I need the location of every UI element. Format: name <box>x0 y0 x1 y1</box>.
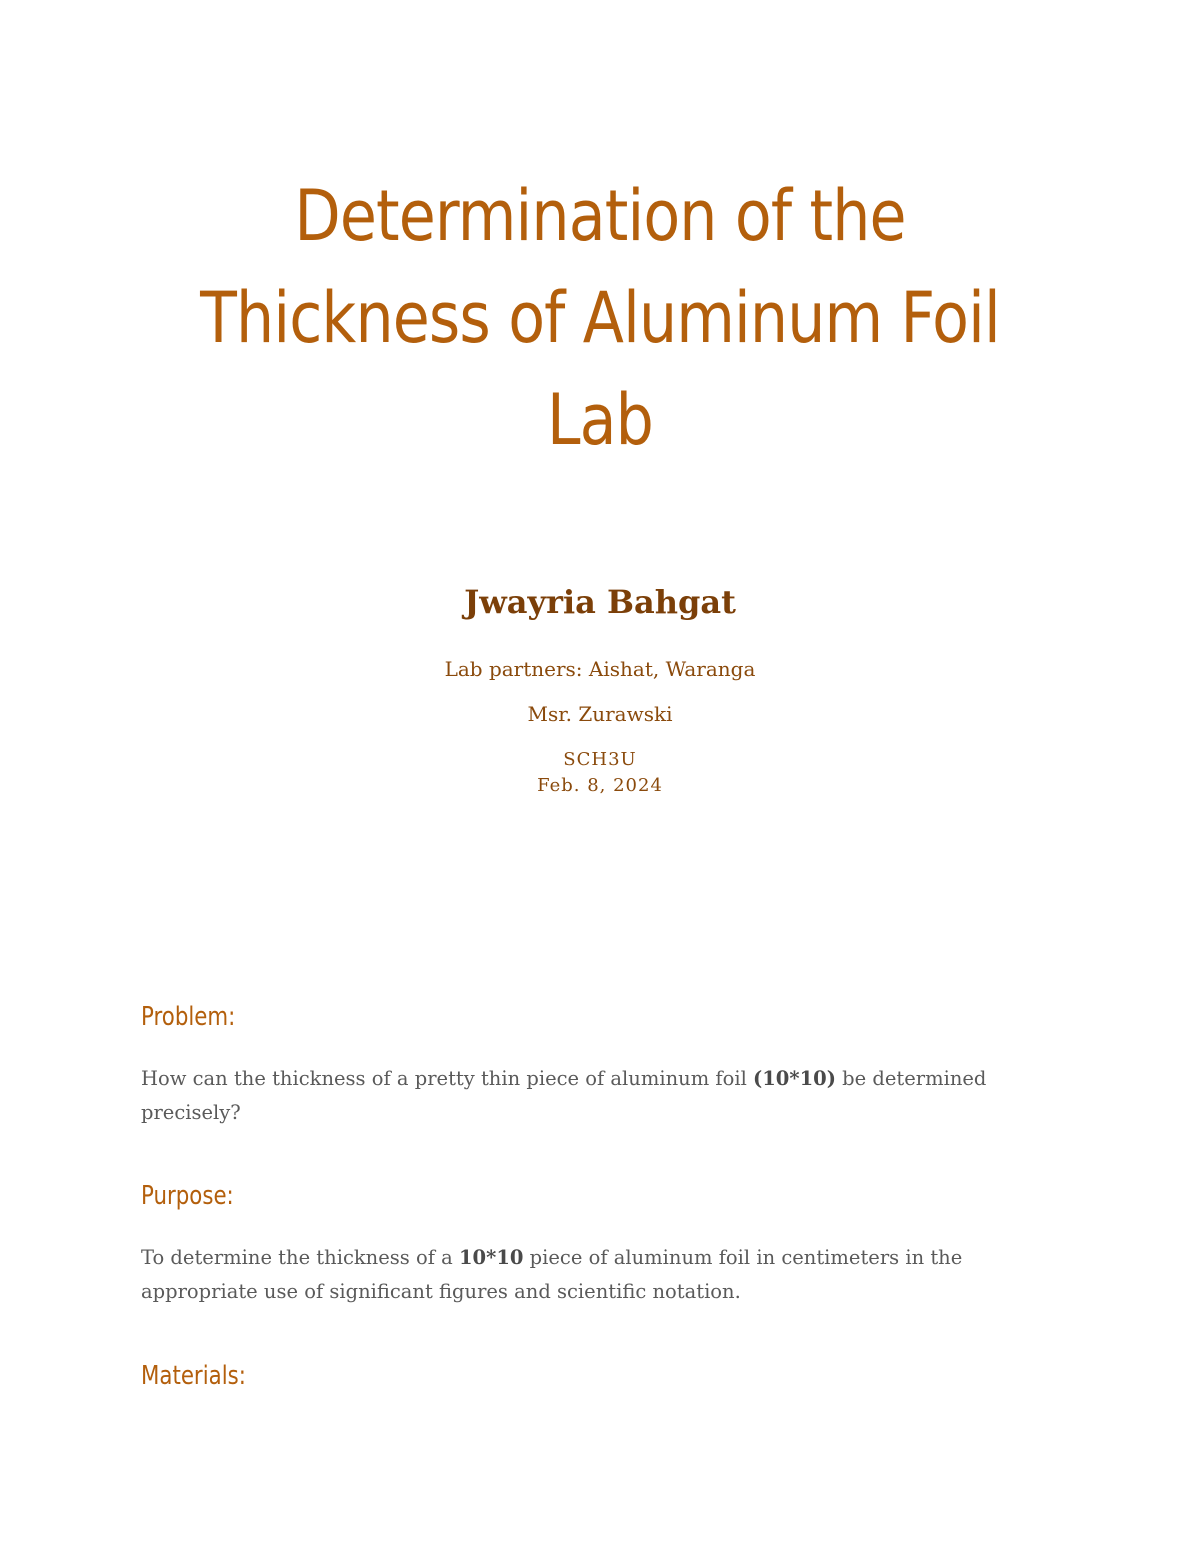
problem-heading: Problem: <box>141 1002 236 1032</box>
lab-partners: Lab partners: Aishat, Waranga <box>444 657 756 681</box>
author-name: Jwayria Bahgat <box>464 583 736 621</box>
purpose-heading: Purpose: <box>141 1181 234 1211</box>
teacher-name: Msr. Zurawski <box>527 702 673 726</box>
purpose-text-end: piece of aluminum foil in centimeters in the appropriate use of significant figures and scientific notation. <box>141 1246 963 1303</box>
purpose-text-start: To determine the thickness of a <box>141 1246 459 1269</box>
title-line-1: Determination of the <box>294 175 906 257</box>
title-line-3: Lab <box>546 379 654 461</box>
document-date: Feb. 8, 2024 <box>537 775 663 796</box>
materials-heading: Materials: <box>141 1361 246 1391</box>
document-title <box>170 165 1030 471</box>
problem-text <box>141 1062 1041 1130</box>
title-line-2: Thickness of Aluminum Foil <box>200 277 1000 359</box>
purpose-text-bold: 10*10 <box>458 1246 524 1269</box>
problem-text-bold: (10*10) <box>753 1067 836 1090</box>
problem-text-start: How can the thickness of a pretty thin piece of aluminum foil <box>141 1067 754 1090</box>
problem-text-end: be determined precisely? <box>141 1067 987 1124</box>
course-code: SCH3U <box>563 749 637 770</box>
purpose-text <box>141 1241 1041 1309</box>
